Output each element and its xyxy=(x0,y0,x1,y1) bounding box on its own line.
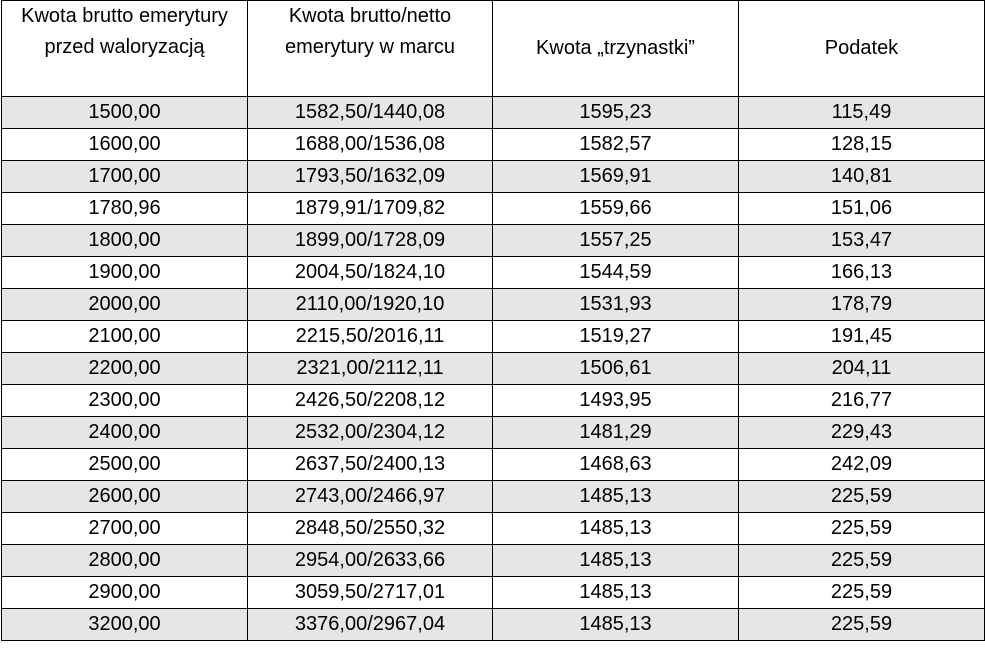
table-row xyxy=(2,289,985,321)
table-row xyxy=(2,513,985,545)
cell-gross-net-march: 1899,00/1728,09 xyxy=(248,225,493,257)
cell-thirteenth-amount: 1485,13 xyxy=(493,513,739,545)
cell-thirteenth-amount: 1582,57 xyxy=(493,129,739,161)
table-row xyxy=(2,321,985,353)
header-tax: Podatek xyxy=(739,1,985,97)
cell-gross-before-indexation: 2800,00 xyxy=(2,545,248,577)
cell-tax: 225,59 xyxy=(739,609,985,641)
cell-tax: 151,06 xyxy=(739,193,985,225)
cell-thirteenth-amount: 1595,23 xyxy=(493,97,739,129)
cell-tax: 191,45 xyxy=(739,321,985,353)
header-thirteenth-amount: Kwota „trzynastki” xyxy=(493,1,739,97)
cell-tax: 153,47 xyxy=(739,225,985,257)
cell-thirteenth-amount: 1544,59 xyxy=(493,257,739,289)
cell-tax: 216,77 xyxy=(739,385,985,417)
cell-gross-before-indexation: 1500,00 xyxy=(2,97,248,129)
cell-thirteenth-amount: 1485,13 xyxy=(493,545,739,577)
cell-thirteenth-amount: 1481,29 xyxy=(493,417,739,449)
cell-gross-before-indexation: 1800,00 xyxy=(2,225,248,257)
cell-gross-before-indexation: 2100,00 xyxy=(2,321,248,353)
cell-gross-net-march: 2321,00/2112,11 xyxy=(248,353,493,385)
cell-gross-net-march: 2637,50/2400,13 xyxy=(248,449,493,481)
table-body xyxy=(2,97,985,641)
cell-tax: 225,59 xyxy=(739,577,985,609)
cell-tax: 178,79 xyxy=(739,289,985,321)
table-row xyxy=(2,577,985,609)
cell-gross-net-march: 2743,00/2466,97 xyxy=(248,481,493,513)
cell-thirteenth-amount: 1506,61 xyxy=(493,353,739,385)
cell-thirteenth-amount: 1531,93 xyxy=(493,289,739,321)
cell-gross-net-march: 2848,50/2550,32 xyxy=(248,513,493,545)
table-row xyxy=(2,449,985,481)
table-row xyxy=(2,225,985,257)
cell-tax: 225,59 xyxy=(739,481,985,513)
cell-gross-before-indexation: 2300,00 xyxy=(2,385,248,417)
cell-gross-net-march: 2110,00/1920,10 xyxy=(248,289,493,321)
cell-tax: 166,13 xyxy=(739,257,985,289)
cell-gross-net-march: 2426,50/2208,12 xyxy=(248,385,493,417)
table-header xyxy=(2,1,985,97)
cell-thirteenth-amount: 1519,27 xyxy=(493,321,739,353)
cell-gross-net-march: 3059,50/2717,01 xyxy=(248,577,493,609)
cell-gross-net-march: 1793,50/1632,09 xyxy=(248,161,493,193)
cell-gross-before-indexation: 1700,00 xyxy=(2,161,248,193)
table-row xyxy=(2,129,985,161)
table-row xyxy=(2,481,985,513)
cell-gross-net-march: 1582,50/1440,08 xyxy=(248,97,493,129)
cell-gross-before-indexation: 1600,00 xyxy=(2,129,248,161)
cell-thirteenth-amount: 1485,13 xyxy=(493,609,739,641)
cell-tax: 140,81 xyxy=(739,161,985,193)
cell-thirteenth-amount: 1468,63 xyxy=(493,449,739,481)
cell-gross-net-march: 1879,91/1709,82 xyxy=(248,193,493,225)
cell-tax: 225,59 xyxy=(739,513,985,545)
table-row xyxy=(2,609,985,641)
table-row xyxy=(2,257,985,289)
cell-tax: 229,43 xyxy=(739,417,985,449)
cell-gross-before-indexation: 3200,00 xyxy=(2,609,248,641)
cell-gross-net-march: 2954,00/2633,66 xyxy=(248,545,493,577)
table-row xyxy=(2,161,985,193)
cell-gross-before-indexation: 2400,00 xyxy=(2,417,248,449)
cell-gross-before-indexation: 1780,96 xyxy=(2,193,248,225)
cell-thirteenth-amount: 1485,13 xyxy=(493,577,739,609)
table-row xyxy=(2,353,985,385)
cell-thirteenth-amount: 1569,91 xyxy=(493,161,739,193)
header-gross-net-march: Kwota brutto/netto emerytury w marcu xyxy=(248,1,493,97)
cell-tax: 204,11 xyxy=(739,353,985,385)
cell-gross-net-march: 2532,00/2304,12 xyxy=(248,417,493,449)
cell-thirteenth-amount: 1485,13 xyxy=(493,481,739,513)
cell-gross-before-indexation: 2900,00 xyxy=(2,577,248,609)
table-row xyxy=(2,193,985,225)
cell-gross-before-indexation: 2700,00 xyxy=(2,513,248,545)
cell-gross-net-march: 2004,50/1824,10 xyxy=(248,257,493,289)
cell-thirteenth-amount: 1493,95 xyxy=(493,385,739,417)
cell-tax: 225,59 xyxy=(739,545,985,577)
header-row xyxy=(2,1,985,97)
table-row xyxy=(2,385,985,417)
table-row xyxy=(2,97,985,129)
cell-gross-before-indexation: 2200,00 xyxy=(2,353,248,385)
cell-gross-before-indexation: 2500,00 xyxy=(2,449,248,481)
cell-gross-net-march: 2215,50/2016,11 xyxy=(248,321,493,353)
cell-tax: 242,09 xyxy=(739,449,985,481)
cell-thirteenth-amount: 1559,66 xyxy=(493,193,739,225)
cell-gross-before-indexation: 2000,00 xyxy=(2,289,248,321)
cell-gross-before-indexation: 1900,00 xyxy=(2,257,248,289)
table-row xyxy=(2,545,985,577)
cell-tax: 115,49 xyxy=(739,97,985,129)
cell-gross-net-march: 3376,00/2967,04 xyxy=(248,609,493,641)
cell-gross-before-indexation: 2600,00 xyxy=(2,481,248,513)
table-row xyxy=(2,417,985,449)
cell-tax: 128,15 xyxy=(739,129,985,161)
pension-table xyxy=(1,0,985,641)
cell-thirteenth-amount: 1557,25 xyxy=(493,225,739,257)
cell-gross-net-march: 1688,00/1536,08 xyxy=(248,129,493,161)
header-gross-before-indexation: Kwota brutto emerytury przed waloryzacją xyxy=(2,1,248,97)
